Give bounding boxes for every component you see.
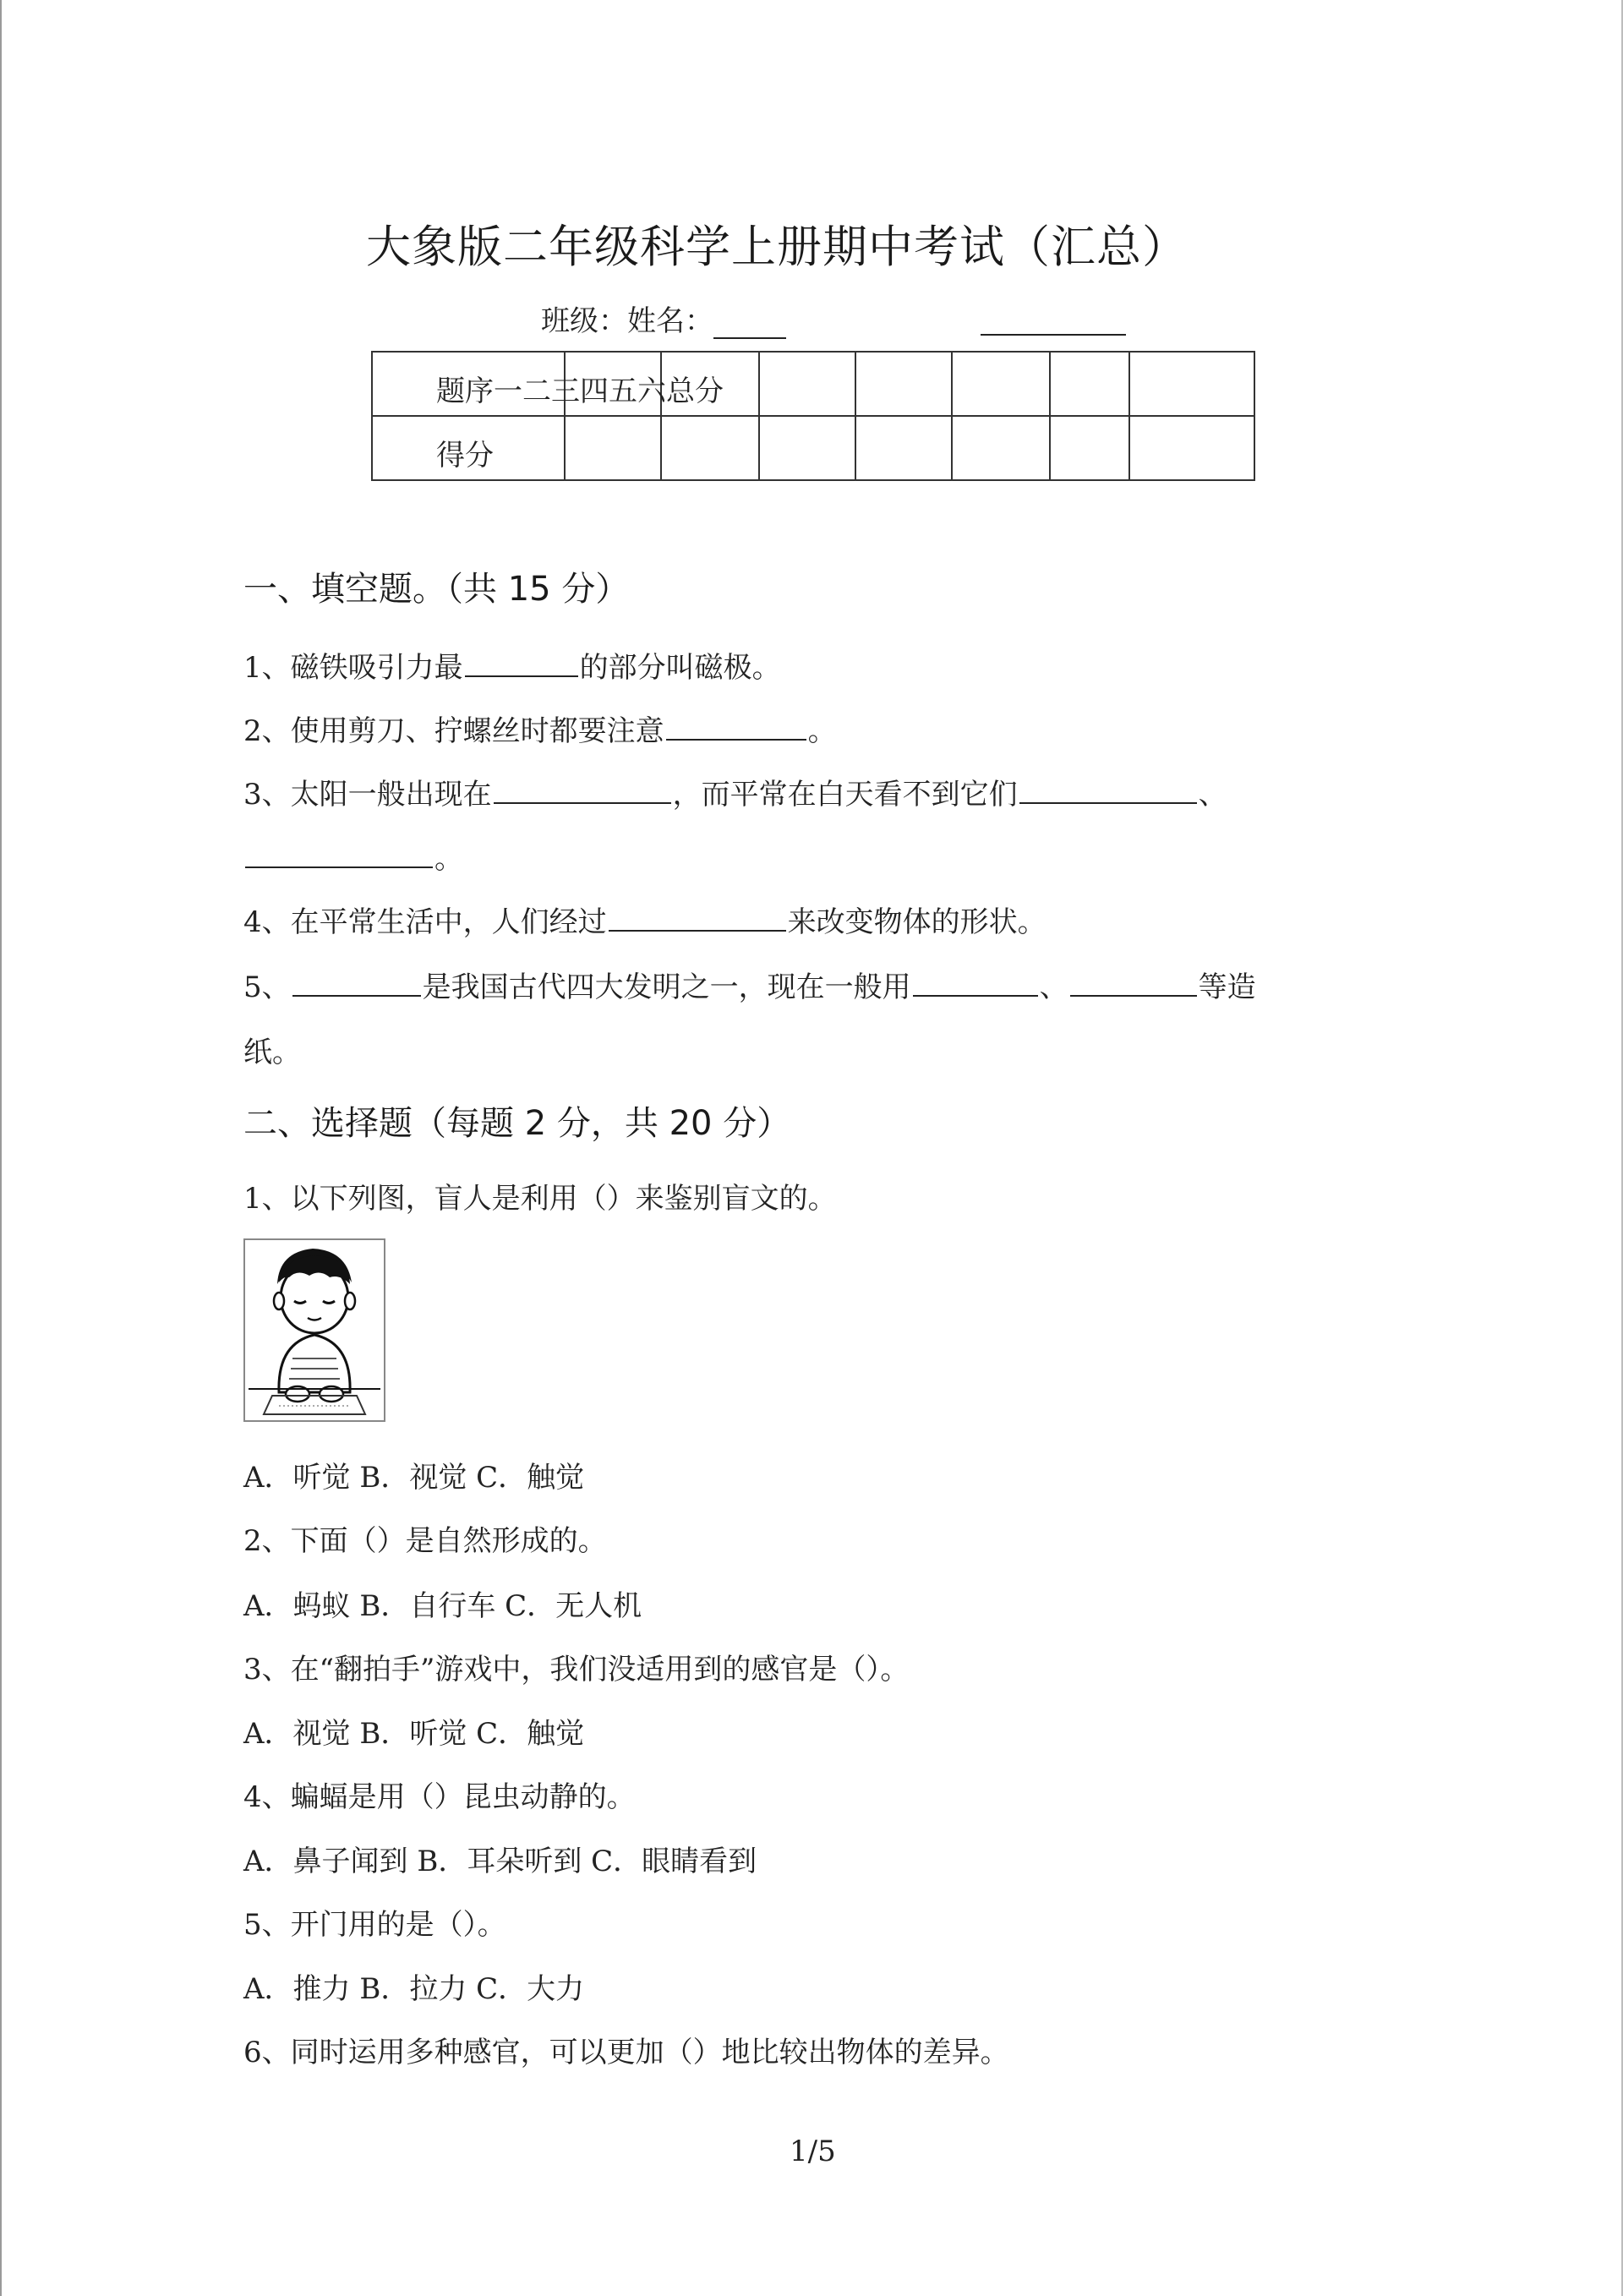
fill-question-5 xyxy=(243,964,1256,1005)
answer-blank[interactable] xyxy=(609,905,786,932)
choice-question-3: 3、在“翻拍手”游戏中，我们没适用到的感官是（）。 xyxy=(243,1653,910,1686)
choice-options-5: A．推力 B．拉力 C．大力 xyxy=(243,1972,585,2006)
score-cell xyxy=(855,352,952,416)
answer-blank[interactable] xyxy=(666,713,806,741)
answer-blank[interactable] xyxy=(1019,777,1197,804)
score-table xyxy=(371,351,1255,481)
score-cell xyxy=(1050,352,1129,416)
fill-question-3-cont xyxy=(243,835,463,877)
q5-text-c: 、 xyxy=(1039,970,1068,1004)
q1-text-a: 1、磁铁吸引力最 xyxy=(243,651,463,685)
q2-text-a: 2、使用剪刀、拧螺丝时都要注意 xyxy=(243,714,664,748)
q1-text-b: 的部分叫磁极。 xyxy=(579,651,781,685)
answer-blank[interactable] xyxy=(292,970,421,997)
answer-blank[interactable] xyxy=(494,777,671,804)
answer-blank[interactable] xyxy=(913,970,1038,997)
blind-reader-illustration xyxy=(243,1238,385,1422)
fill-question-4 xyxy=(243,899,1046,940)
score-table-row-header xyxy=(372,352,1254,416)
score-row2-label-cell xyxy=(372,416,565,480)
fill-question-2 xyxy=(243,708,837,749)
section1-heading: 一、填空题。（共 15 分） xyxy=(243,570,630,609)
student-info xyxy=(541,298,786,339)
q4-text-b: 来改变物体的形状。 xyxy=(787,905,1046,939)
score-input-cell[interactable] xyxy=(855,416,952,480)
fill-question-5-cont: 纸。 xyxy=(243,1036,301,1069)
answer-blank[interactable] xyxy=(1070,970,1197,997)
choice-options-4: A．鼻子闻到 B．耳朵听到 C．眼睛看到 xyxy=(243,1845,757,1878)
choice-options-2: A．蚂蚁 B．自行车 C．无人机 xyxy=(243,1589,642,1623)
q3-text-c: 、 xyxy=(1198,778,1227,812)
class-blank[interactable] xyxy=(981,334,1126,336)
score-cell xyxy=(759,352,855,416)
answer-blank[interactable] xyxy=(245,841,433,868)
score-input-cell[interactable] xyxy=(565,416,661,480)
score-input-cell[interactable] xyxy=(952,416,1050,480)
choice-question-4: 4、蝙蝠是用（）昆虫动静的。 xyxy=(243,1780,636,1814)
score-cell xyxy=(1129,352,1254,416)
score-row1-label-cell xyxy=(372,352,724,416)
q3-text-b: ，而平常在白天看不到它们 xyxy=(672,778,1018,812)
score-input-cell[interactable] xyxy=(1050,416,1129,480)
page-border-left xyxy=(0,0,2,2296)
q3-text-a: 3、太阳一般出现在 xyxy=(243,778,492,812)
score-cell xyxy=(952,352,1050,416)
score-input-cell[interactable] xyxy=(661,416,759,480)
exam-title: 大象版二年级科学上册期中考试（汇总） xyxy=(366,221,1188,273)
q4-text-a: 4、在平常生活中，人们经过 xyxy=(243,905,607,939)
q2-text-b: 。 xyxy=(807,714,837,748)
choice-options-1: A．听觉 B．视觉 C．触觉 xyxy=(243,1461,585,1495)
q5-text-b: 是我国古代四大发明之一，现在一般用 xyxy=(422,970,911,1004)
q5-text-d: 等造 xyxy=(1198,970,1256,1004)
choice-question-6: 6、同时运用多种感官，可以更加（）地比较出物体的差异。 xyxy=(243,2036,1009,2069)
choice-question-1: 1、以下列图，盲人是利用（）来鉴别盲文的。 xyxy=(243,1182,837,1216)
page-number: 1/5 xyxy=(790,2135,836,2168)
score-row1-label: 题序一二三四五六总分 xyxy=(436,374,724,408)
choice-question-5: 5、开门用的是（）。 xyxy=(243,1908,506,1942)
name-blank[interactable] xyxy=(713,309,786,339)
q5-text-a: 5、 xyxy=(243,970,291,1004)
q3-text-d: 。 xyxy=(434,842,463,876)
answer-blank[interactable] xyxy=(465,650,578,677)
boy-reading-braille-icon xyxy=(245,1240,384,1420)
score-input-cell[interactable] xyxy=(759,416,855,480)
score-table-row-score xyxy=(372,416,1254,480)
choice-question-2: 2、下面（）是自然形成的。 xyxy=(243,1524,607,1558)
fill-question-3 xyxy=(243,771,1227,812)
choice-options-3: A．视觉 B．听觉 C．触觉 xyxy=(243,1717,585,1751)
fill-question-1 xyxy=(243,644,781,686)
info-label: 班级：姓名： xyxy=(541,304,713,338)
section2-heading: 二、选择题（每题 2 分，共 20 分） xyxy=(243,1104,791,1143)
score-row2-label: 得分 xyxy=(436,439,494,473)
score-input-cell[interactable] xyxy=(1129,416,1254,480)
